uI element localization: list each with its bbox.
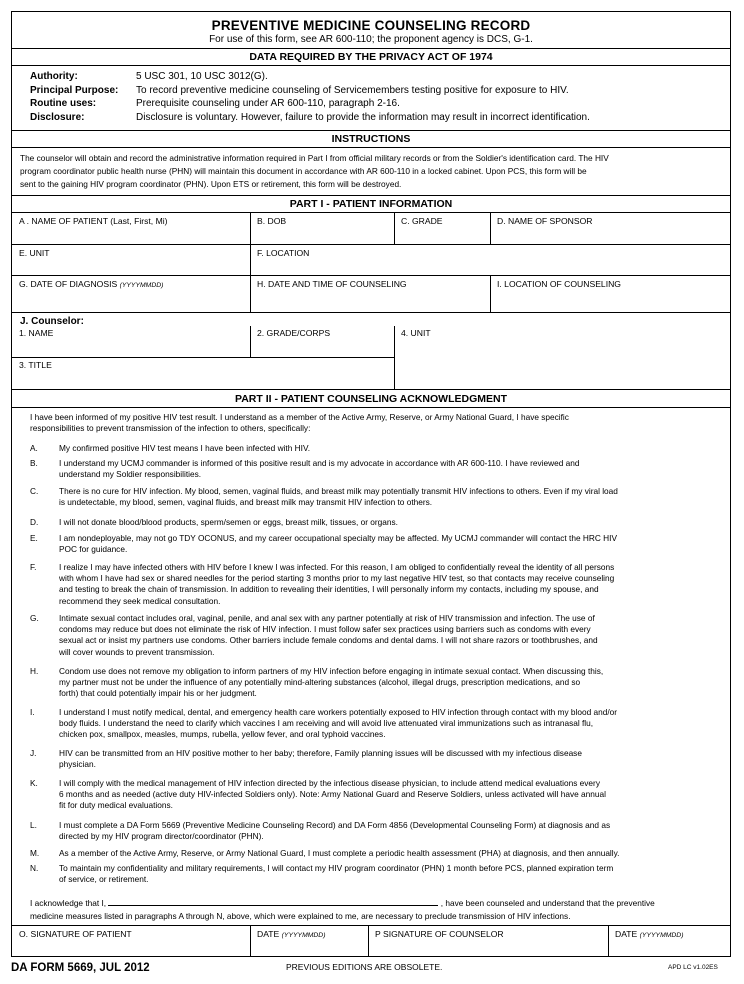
item-text-line: will cover wounds to prevent transmission. [59, 646, 215, 657]
field-b-dob[interactable] [250, 213, 394, 244]
item-text-line: Condom use does not remove my obligation to inform partners of my HIV infection before engaging in intimate sexual contact. When discussing this, [59, 666, 604, 676]
privacy-label: Disclosure: [30, 111, 85, 123]
patient-date-label: DATE [257, 929, 280, 939]
field-o-label: O. SIGNATURE OF PATIENT [19, 929, 132, 939]
field-g-format: (YYYYMMDD) [119, 282, 164, 289]
item-text-line: forth) that could potentially impair his or her judgment. [59, 688, 257, 699]
field-e-unit[interactable] [12, 245, 250, 275]
privacy-value: To record preventive medicine counseling of Servicemembers testing positive for exposure to HIV. [136, 84, 569, 96]
item-text-line: I must complete a DA Form 5669 (Preventive Medicine Counseling Record) and DA Form 4856 (Developmental Counseling Form) at diagnosis and as [59, 820, 611, 830]
item-text [59, 863, 699, 885]
item-text [59, 848, 699, 859]
field-h-date-time-counseling[interactable] [250, 276, 490, 312]
field-g-date-of-diagnosis[interactable] [12, 276, 250, 312]
privacy-label: Authority: [30, 71, 78, 82]
item-text [59, 748, 699, 770]
form-id: DA FORM 5669, JUL 2012 [11, 962, 150, 974]
field-patient-date[interactable] [250, 926, 368, 956]
instructions-line: program coordinator public health nurse (PHN) will maintain this document in accordance with AR 600-110 in a locked cabinet. Upon PCS, this form will be [20, 166, 587, 176]
field-i-label: I. LOCATION OF COUNSELING [497, 279, 621, 289]
field-p-signature-counselor[interactable] [368, 926, 608, 956]
field-j1-label: 1. NAME [19, 328, 54, 338]
item-letter: I. [30, 707, 35, 717]
item-text-line: is undetectable, my blood, semen, vaginal fluids, and breast milk may transmit HIV infection to others. [59, 497, 433, 508]
item-text-line: My confirmed positive HIV test means I have been infected with HIV. [59, 443, 311, 453]
item-text [59, 517, 699, 528]
instructions-heading: INSTRUCTIONS [12, 130, 730, 148]
item-text-line: my partner must not be under the influence of any potentially mind-altering substances (alcohol, illegal drugs, prescription medications, and so [59, 677, 581, 688]
field-b-label: B. DOB [257, 216, 287, 226]
item-text [59, 533, 699, 555]
privacy-heading: DATA REQUIRED BY THE PRIVACY ACT OF 1974 [12, 48, 730, 65]
item-letter: N. [30, 863, 39, 873]
item-text-line: 6 months and as needed (active duty HIV-infected Soldiers only). Note: Army National Guard and Reserve Soldiers, unless activated will have annual [59, 789, 606, 800]
item-text [59, 562, 699, 607]
version-code: APD LC v1.02ES [668, 964, 718, 971]
field-g-label: G. DATE OF DIAGNOSIS [19, 279, 118, 289]
field-counselor-date[interactable] [608, 926, 730, 956]
field-p-label: P SIGNATURE OF COUNSELOR [375, 929, 504, 939]
acknowledgment-statement [30, 896, 720, 923]
item-text-line: body fluids. I understand the need to clarify which vaccines I am receiving and will avoid live attenuated viral immunizations such as intranasal flu, [59, 718, 594, 729]
privacy-value: 5 USC 301, 10 USC 3012(G). [136, 71, 268, 82]
divider [12, 65, 730, 66]
item-text [59, 613, 699, 658]
item-letter: G. [30, 613, 39, 623]
item-text-line: Intimate sexual contact includes oral, vaginal, penile, and anal sex with any partner potentially at risk of HIV transmission and infection. The use of [59, 613, 595, 623]
item-text-line: POC for guidance. [59, 544, 128, 555]
item-text-line: I realize I may have infected others with HIV before I knew I was infected. For this reason, I am obliged to confidentially reveal the identity of all persons [59, 562, 615, 572]
counselor-date-format: (YYYYMMDD) [639, 932, 684, 939]
ack-name-blank[interactable] [108, 896, 438, 906]
ack-line2: medicine measures listed in paragraphs A through N, above, which were explained to me, are necessary to preclude transmission of HIV infections. [30, 911, 571, 921]
field-j2-label: 2. GRADE/CORPS [257, 328, 331, 338]
divider [12, 407, 730, 408]
counselor-label: J. Counselor: [20, 316, 84, 327]
divider [12, 147, 730, 148]
item-text-line: and testing to break the chain of transmission. In addition to revealing their identities, I will personally inform my contacts, including my spouse, and [59, 584, 599, 595]
item-letter: C. [30, 486, 39, 496]
item-text [59, 443, 699, 454]
field-i-location-counseling[interactable] [490, 276, 730, 312]
instructions-line: sent to the gaining HIV program coordinator (PHN). Upon ETS or retirement, this form will be destroyed. [20, 179, 402, 189]
item-text-line: recommend they seek medical consultation. [59, 595, 221, 606]
item-text-line: of service, or retirement. [59, 874, 149, 885]
field-c-label: C. GRADE [401, 216, 443, 226]
field-a-label: A . NAME OF PATIENT (Last, First, Mi) [19, 216, 168, 226]
field-j4-unit[interactable] [394, 325, 730, 389]
intro-line: I have been informed of my positive HIV test result. I understand as a member of the Active Army, Reserve, or Army National Guard, I have specific [30, 412, 569, 422]
item-text-line: As a member of the Active Army, Reserve, or Army National Guard, I must complete a periodic health assessment (PHA) at diagnosis, and then annually. [59, 848, 620, 858]
item-text-line: I will comply with the medical management of HIV infection directed by the infectious disease physician, to include attend medical evaluations every [59, 778, 600, 788]
item-letter: D. [30, 517, 39, 527]
patient-date-format: (YYYYMMDD) [281, 932, 326, 939]
privacy-value: Disclosure is voluntary. However, failure to provide the information may result in incorrect identification. [136, 111, 590, 123]
item-text-line: directed by my HIV program director/coordinator (PHN). [59, 831, 264, 842]
field-o-signature-patient[interactable] [12, 926, 250, 956]
form-title: PREVENTIVE MEDICINE COUNSELING RECORD [211, 18, 531, 33]
item-text [59, 778, 699, 812]
item-text [59, 707, 699, 741]
item-text-line: I understand I must notify medical, dental, and emergency health care workers potentially exposed to HIV infection through contact with my blood and/or [59, 707, 618, 717]
form-frame [11, 11, 731, 957]
item-text [59, 486, 699, 508]
privacy-label: Principal Purpose: [30, 84, 119, 96]
editions-note: PREVIOUS EDITIONS ARE OBSOLETE. [286, 962, 443, 972]
item-text [59, 458, 699, 480]
field-d-name-of-sponsor[interactable] [490, 213, 730, 244]
item-text-line: To maintain my confidentiality and military requirements, I will contact my HIV program coordinator (PHN) 1 month before PCS, planned expiration term [59, 863, 614, 873]
instructions-line: The counselor will obtain and record the administrative information required in Part I from official military records or from the Soldier's identification card. The HIV [20, 153, 609, 163]
field-j3-title[interactable] [12, 357, 394, 389]
item-text-line: understand my Soldier responsibilities. [59, 469, 202, 480]
item-text-line: condoms may reduce but does not eliminate the risk of HIV infection. I must follow safer sex practices using barriers such as condoms with every [59, 624, 591, 635]
field-f-label: F. LOCATION [257, 248, 310, 258]
item-text-line: I am nondeployable, may not go TDY OCONUS, and my career occupational specialty may be affected. My UCMJ commander will contact the HRC HIV [59, 533, 617, 543]
divider [12, 312, 730, 313]
ack-prefix: I acknowledge that I, [30, 898, 107, 908]
item-letter: K. [30, 778, 38, 788]
item-text-line: I will not donate blood/blood products, sperm/semen or eggs, breast milk, tissues, or organs. [59, 517, 398, 527]
item-text-line: There is no cure for HIV infection. My blood, semen, vaginal fluids, and breast milk may potentially transmit HIV infections to others. Even if my viral load [59, 486, 618, 496]
item-letter: A. [30, 443, 38, 453]
item-letter: B. [30, 458, 38, 468]
item-text-line: fit for duty medical evaluations. [59, 800, 173, 811]
field-a-name-of-patient[interactable] [12, 213, 250, 244]
form-subtitle: For use of this form, see AR 600-110; the proponent agency is DCS, G-1. [209, 34, 533, 45]
item-text-line: I understand my UCMJ commander is informed of this positive result and is my advocate in accordance with AR 600-110. I have reviewed and [59, 458, 580, 468]
intro-line: responsibilities to prevent transmission of the infection to others, specifically: [30, 423, 311, 434]
part2-intro [30, 412, 680, 434]
item-text [59, 820, 699, 842]
item-letter: H. [30, 666, 39, 676]
privacy-value: Prerequisite counseling under AR 600-110, paragraph 2-16. [136, 98, 400, 109]
privacy-label: Routine uses: [30, 98, 97, 109]
field-c-grade[interactable] [394, 213, 490, 244]
part1-heading: PART I - PATIENT INFORMATION [12, 195, 730, 213]
item-text-line: HIV can be transmitted from an HIV positive mother to her baby; therefore, Family planning issues will be discussed with my infectious disease [59, 748, 582, 758]
instructions-text [20, 152, 722, 191]
item-letter: E. [30, 533, 38, 543]
field-j3-label: 3. TITLE [19, 360, 52, 370]
field-j1-name[interactable] [12, 325, 250, 357]
item-letter: F. [30, 562, 37, 572]
item-text-line: with whom I have had sex or shared needles for the period starting 3 months prior to my last negative HIV test, so that contacts may receive counseling [59, 573, 615, 584]
part2-heading: PART II - PATIENT COUNSELING ACKNOWLEDGMENT [12, 389, 730, 408]
item-text-line: sexual act or insist my partners use condoms. Other barriers include female condoms and dental dams. I will not share razors or toothbrushes, and [59, 635, 598, 646]
field-h-label: H. DATE AND TIME OF COUNSELING [257, 279, 407, 289]
ack-suffix: , have been counseled and understand that the preventive [440, 898, 655, 908]
field-j2-grade-corps[interactable] [250, 325, 394, 357]
field-f-location[interactable] [250, 245, 730, 275]
item-letter: M. [30, 848, 40, 858]
field-d-label: D. NAME OF SPONSOR [497, 216, 593, 226]
counselor-date-label: DATE [615, 929, 638, 939]
item-text [59, 666, 699, 700]
item-letter: J. [30, 748, 37, 758]
item-text-line: physician. [59, 759, 96, 770]
item-letter: L. [30, 820, 37, 830]
field-e-label: E. UNIT [19, 248, 50, 258]
item-text-line: chicken pox, smallpox, measles, mumps, rubella, yellow fever, and oral typhoid vaccines. [59, 729, 386, 740]
field-j4-label: 4. UNIT [401, 328, 431, 338]
